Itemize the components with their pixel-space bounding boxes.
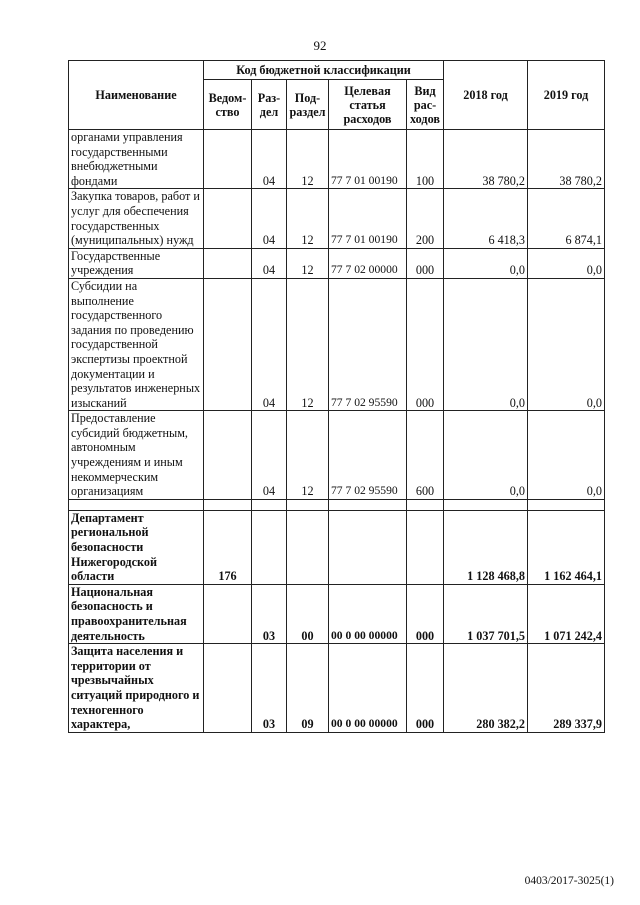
row-target: 00 0 00 00000	[329, 584, 407, 643]
row-vedomstvo	[204, 189, 252, 248]
row-2019: 0,0	[528, 278, 605, 410]
row-name: органами управления государственными внебюджетными фондами	[69, 130, 204, 189]
row-2018: 0,0	[444, 411, 528, 500]
row-2019: 1 071 242,4	[528, 584, 605, 643]
header-vid: Вид рас-ходов	[407, 80, 444, 130]
row-podrazdel: 12	[287, 248, 329, 278]
row-name: Предоставление субсидий бюджетным, автономным учреждениям и иным некоммерческим организациям	[69, 411, 204, 500]
row-2018: 0,0	[444, 248, 528, 278]
row-2018: 1 037 701,5	[444, 584, 528, 643]
row-2018: 6 418,3	[444, 189, 528, 248]
row-target: 00 0 00 00000	[329, 644, 407, 733]
row-vid: 000	[407, 584, 444, 643]
row-vedomstvo	[204, 278, 252, 410]
row-vid: 200	[407, 189, 444, 248]
row-razdel: 04	[252, 130, 287, 189]
row-name: Закупка товаров, работ и услуг для обеспечения государственных (муниципальных) нужд	[69, 189, 204, 248]
row-podrazdel: 12	[287, 278, 329, 410]
row-podrazdel: 12	[287, 411, 329, 500]
row-2018: 280 382,2	[444, 644, 528, 733]
row-2019: 1 162 464,1	[528, 510, 605, 584]
table-row	[69, 510, 605, 584]
row-vid: 600	[407, 411, 444, 500]
row-razdel: 04	[252, 411, 287, 500]
page-number: 92	[313, 38, 327, 53]
row-vid: 000	[407, 644, 444, 733]
header-kbk-group: Код бюджетной классификации	[204, 61, 444, 80]
row-podrazdel: 12	[287, 189, 329, 248]
table-row	[69, 278, 605, 410]
header-name: Наименование	[69, 61, 204, 130]
row-2019: 6 874,1	[528, 189, 605, 248]
row-name: Национальная безопасность и правоохранительная деятельность	[69, 584, 204, 643]
row-vedomstvo	[204, 130, 252, 189]
row-podrazdel: 00	[287, 584, 329, 643]
row-razdel: 03	[252, 584, 287, 643]
row-vid: 100	[407, 130, 444, 189]
row-target: 77 7 02 95590	[329, 411, 407, 500]
header-vedomstvo: Ведом-ство	[204, 80, 252, 130]
row-target: 77 7 01 00190	[329, 189, 407, 248]
row-podrazdel: 12	[287, 130, 329, 189]
row-vedomstvo	[204, 644, 252, 733]
row-vedomstvo	[204, 411, 252, 500]
row-target: 77 7 02 95590	[329, 278, 407, 410]
table-row	[69, 189, 605, 248]
row-razdel: 04	[252, 189, 287, 248]
row-2019: 289 337,9	[528, 644, 605, 733]
row-target: 77 7 02 00000	[329, 248, 407, 278]
row-2019: 38 780,2	[528, 130, 605, 189]
header-podrazdel: Под-раздел	[287, 80, 329, 130]
row-2018: 38 780,2	[444, 130, 528, 189]
row-razdel: 04	[252, 278, 287, 410]
document-code: 0403/2017-3025(1)	[524, 875, 614, 887]
row-target: 77 7 01 00190	[329, 130, 407, 189]
row-name: Департамент региональной безопасности Нижегородской области	[69, 510, 204, 584]
header-year-2019: 2019 год	[528, 61, 605, 130]
table-spacer-row	[69, 499, 605, 510]
row-name: Защита населения и территории от чрезвычайных ситуаций природного и техногенного характера,	[69, 644, 204, 733]
row-vedomstvo: 176	[204, 510, 252, 584]
table-row	[69, 584, 605, 643]
row-vid: 000	[407, 278, 444, 410]
row-vedomstvo	[204, 584, 252, 643]
table-row	[69, 411, 605, 500]
row-razdel: 04	[252, 248, 287, 278]
row-2018: 0,0	[444, 278, 528, 410]
row-vedomstvo	[204, 248, 252, 278]
row-target	[329, 510, 407, 584]
header-year-2018: 2018 год	[444, 61, 528, 130]
row-2019: 0,0	[528, 248, 605, 278]
row-name: Государственные учреждения	[69, 248, 204, 278]
row-vid: 000	[407, 248, 444, 278]
budget-table	[68, 60, 605, 733]
row-razdel	[252, 510, 287, 584]
row-podrazdel: 09	[287, 644, 329, 733]
row-razdel: 03	[252, 644, 287, 733]
row-2018: 1 128 468,8	[444, 510, 528, 584]
row-vid	[407, 510, 444, 584]
row-2019: 0,0	[528, 411, 605, 500]
header-razdel: Раз-дел	[252, 80, 287, 130]
row-podrazdel	[287, 510, 329, 584]
table-row	[69, 644, 605, 733]
row-name: Субсидии на выполнение государственного задания по проведению государственной экспертизы проектной документации и результатов инженерных изысканий	[69, 278, 204, 410]
table-row	[69, 130, 605, 189]
header-tselevaya: Целевая статья расходов	[329, 80, 407, 130]
table-row	[69, 248, 605, 278]
